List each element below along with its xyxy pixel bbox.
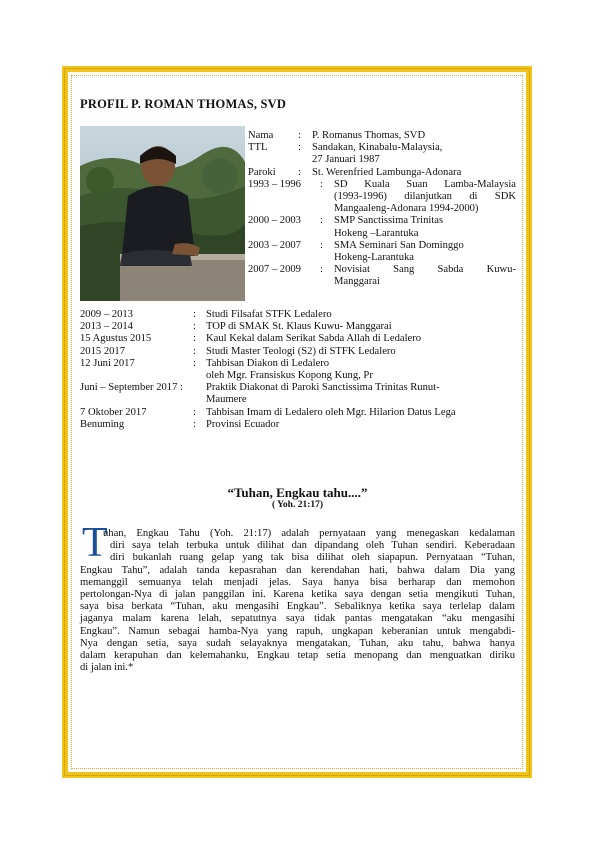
- paragraph-line: pertolongan-Nya di jalan panggilan ini. Karena ketika saya dengan setia mengikuti Tuhan,: [80, 589, 515, 600]
- bio-colon: :: [320, 264, 323, 276]
- bio-value: SD Kuala Suan Lamba-Malaysia: [334, 178, 516, 190]
- bio-bottom-list: [80, 309, 520, 449]
- bio-colon: :: [193, 333, 196, 345]
- bio-value: Novisiat Sang Sabda Kuwu-: [334, 264, 516, 276]
- bio-label: 2007 – 2009: [248, 264, 301, 276]
- bio-label: TTL: [248, 142, 268, 154]
- paragraph-line: Engkau Tahu”, adalah tanda kepasrahan dan kerendahan hati, bahwa dalam Dia yang: [80, 564, 515, 576]
- bio-colon: :: [193, 345, 196, 357]
- drop-cap: T: [82, 520, 108, 566]
- page-title: PROFIL P. ROMAN THOMAS, SVD: [80, 97, 287, 111]
- bio-colon: :: [193, 321, 196, 333]
- bio-value: Maumere: [206, 394, 247, 406]
- bio-value: P. Romanus Thomas, SVD: [312, 130, 426, 141]
- bio-value: Provinsi Ecuador: [206, 418, 280, 430]
- bio-colon: :: [298, 166, 301, 178]
- paragraph-line: uhan, Engkau Tahu (Yoh. 21:17) adalah pernyataan yang menegaskan kedalaman: [103, 528, 515, 539]
- bio-value: Hokeng –Larantuka: [334, 227, 419, 239]
- paragraph-line: memanggil semuanya telah menjadi jelas. Saya hanya bisa berharap dan memohon: [80, 576, 515, 588]
- bio-label: 1993 – 1996: [248, 178, 301, 190]
- bio-label: 2015 2017: [80, 345, 126, 357]
- bio-colon: :: [320, 178, 323, 190]
- bio-value: Studi Filsafat STFK Ledalero: [206, 309, 332, 320]
- bio-label: Juni – September 2017 :: [80, 382, 183, 394]
- profile-photo: [80, 126, 245, 301]
- bio-top-list: [248, 130, 518, 300]
- bio-value: Studi Master Teologi (S2) di STFK Ledalero: [206, 345, 396, 357]
- bio-value: Kaul Kekal dalam Serikat Sabda Allah di Ledalero: [206, 333, 422, 345]
- paragraph-line: saya bisa berkata “Tuhan, aku mengasihi Engkau”. Sebaliknya ketika saya terlelap dalam: [80, 601, 515, 613]
- bio-label: 12 Juni 2017: [80, 357, 135, 369]
- bio-value: oleh Mgr. Fransiskus Kopong Kung, Pr: [206, 370, 373, 381]
- bio-label: 2013 – 2014: [80, 321, 133, 333]
- bio-value: Hokeng-Larantuka: [334, 252, 415, 263]
- bio-value: TOP di SMAK St. Klaus Kuwu- Manggarai: [206, 321, 392, 333]
- bio-colon: :: [193, 418, 196, 430]
- bio-label: 2000 – 2003: [248, 215, 301, 227]
- bio-colon: :: [298, 130, 301, 141]
- bio-colon: :: [193, 309, 196, 320]
- bio-value: SMA Seminari San Dominggo: [334, 239, 464, 251]
- paragraph-line: dalam kerapuhan dan kelemahanku, Engkau tetap setia menopang dan menguatkan diriku: [80, 650, 515, 661]
- bio-value: (1993-1996) dilanjutkan di SDK: [334, 191, 516, 202]
- bio-value: SMP Sanctissima Trinitas: [334, 215, 444, 227]
- bio-value: St. Werenfried Lambunga-Adonara: [312, 166, 462, 178]
- paragraph-line: di jalan ini.*: [80, 662, 134, 674]
- bio-label: 7 Oktober 2017: [80, 406, 147, 418]
- paragraph-line: Engkau”. Namun sebagai hamba-Nya yang rapuh, ungkapan keberanian untuk mengabdi-: [80, 625, 515, 637]
- reflection-reference: ( Yoh. 21:17): [271, 500, 324, 510]
- paragraph-line: jaganya malam karena lelah, sepatutnya saya tidak pantas mengatakan “aku mengasihi: [80, 613, 515, 625]
- profile-photo-image: [80, 126, 245, 301]
- bio-label: Paroki: [248, 166, 276, 178]
- bio-label: 2003 – 2007: [248, 239, 301, 251]
- bio-colon: :: [320, 239, 323, 251]
- paragraph-line: Nya dengan setia, saya sudah selayaknya mengatakan, Tuhan, aku tahu, bahwa hanya: [80, 637, 515, 649]
- bio-colon: :: [193, 357, 196, 369]
- bio-value: Manggarai: [334, 276, 380, 288]
- bio-colon: :: [320, 215, 323, 227]
- bio-label: 15 Agustus 2015: [80, 333, 152, 345]
- bio-label: Benuming: [80, 418, 125, 430]
- bio-value: Tahbisan Diakon di Ledalero: [206, 357, 330, 369]
- reflection-title: “Tuhan, Engkau tahu....”: [227, 485, 368, 500]
- bio-value: Sandakan, Kinabalu-Malaysia,: [312, 142, 443, 154]
- bio-value: Tahbisan Imam di Ledalero oleh Mgr. Hilarion Datus Lega: [206, 406, 456, 418]
- bio-label: Nama: [248, 130, 274, 141]
- bio-value: Praktik Diakonat di Paroki Sanctissima Trinitas Runut-: [206, 382, 440, 394]
- bio-colon: :: [298, 142, 301, 154]
- bio-label: 2009 – 2013: [80, 309, 133, 320]
- paragraph-line: diri bukanlah ruang gelap yang tak bisa dilihat oleh siapapun. Pernyataan “Tuhan,: [110, 552, 515, 564]
- paragraph-line: diri saya telah terbuka untuk dilihat dan dipandang oleh Tuhan sendiri. Keberadaan: [110, 540, 515, 552]
- bio-value: Mangaaleng-Adonara 1994-2000): [334, 203, 479, 215]
- bio-value: 27 Januari 1987: [312, 154, 380, 166]
- bio-colon: :: [193, 406, 196, 418]
